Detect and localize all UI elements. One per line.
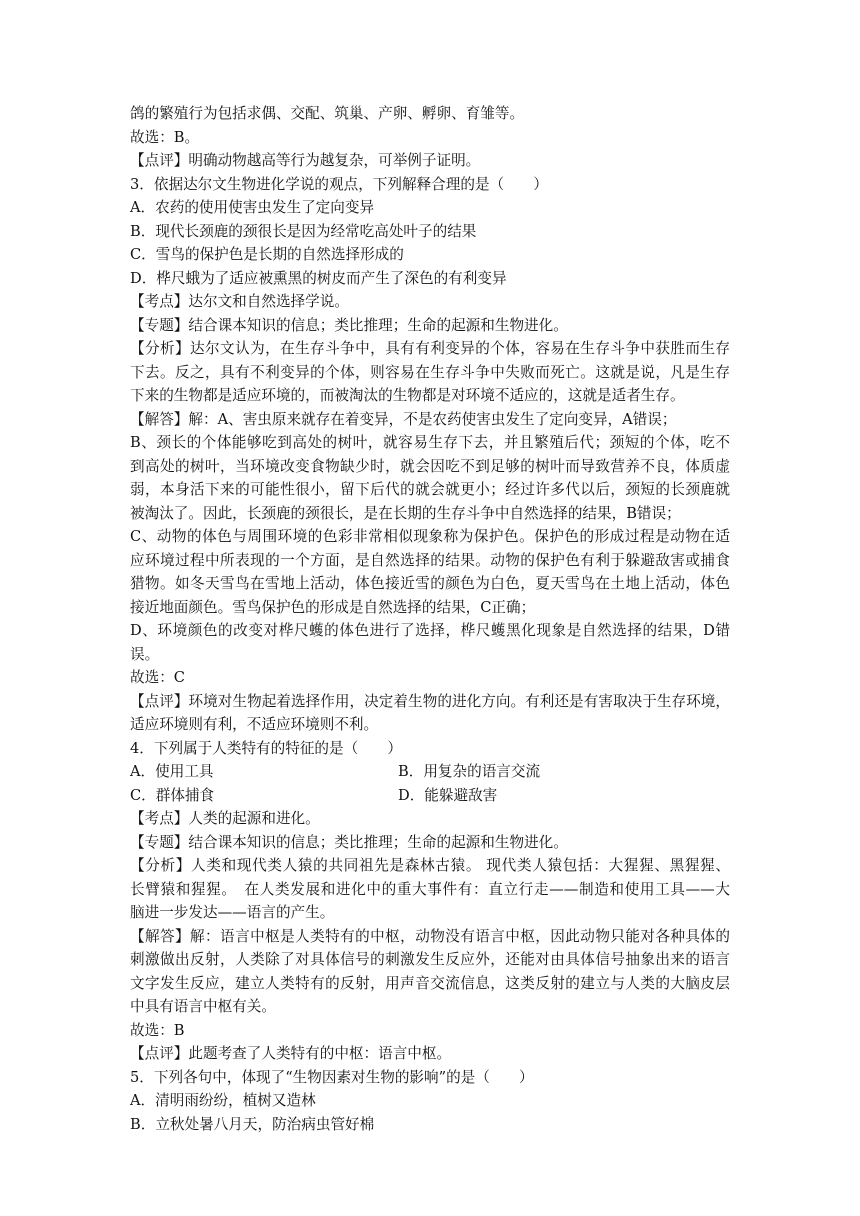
text-line: 长臂猿和猩猩。 在人类发展和进化中的重大事件有：直立行走——制造和使用工具——大: [130, 880, 730, 898]
option-row: [130, 784, 730, 808]
text-line: 被淘汰了。因此，长颈鹿的颈很长，是在长期的生存斗争中自然选择的结果，B错误；: [130, 504, 681, 522]
text-line: 文字发生反应，建立人类特有的反射，用声音交流信息，这类反射的建立与人类的大脑皮层: [130, 974, 730, 992]
text-line: 3．依据达尔文生物进化学说的观点，下列解释合理的是（ ）: [130, 175, 548, 193]
option-text: A．使用工具: [130, 763, 214, 780]
text-line: 鸽的繁殖行为包括求偶、交配、筑巢、产卵、孵卵、育雏等。: [130, 105, 525, 122]
text-line: 故选：B。: [130, 128, 200, 146]
text-line: 【解答】解：语言中枢是人类特有的中枢，动物没有语言中枢，因此动物只能对各种具体的: [130, 927, 730, 945]
text-line: A．农药的使用使害虫发生了定向变异: [130, 199, 375, 216]
text-line: 【点评】此题考查了人类特有的中枢：语言中枢。: [130, 1045, 452, 1062]
text-line: 【分析】人类和现代类人猿的共同祖先是森林古猿。 现代类人猿包括：大猩猩、黑猩猩、: [130, 857, 730, 874]
text-line: 【专题】结合课本知识的信息；类比推理；生命的起源和生物进化。: [130, 316, 568, 334]
option-row: [130, 760, 730, 784]
text-line: 4．下列属于人类特有的特征的是（ ）: [130, 739, 402, 757]
text-line: C．雪鸟的保护色是长期的自然选择形成的: [130, 246, 404, 263]
option-text: D．能躲避敌害: [398, 786, 498, 804]
text-line: 【点评】环境对生物起着选择作用，决定着生物的进化方向。有利还是有害取决于生存环境，: [130, 692, 730, 710]
text-line: D、环境颜色的改变对桦尺蠖的体色进行了选择，桦尺蠖黑化现象是自然选择的结果，D错: [130, 622, 730, 639]
text-line: 【分析】达尔文认为，在生存斗争中，具有有利变异的个体，容易在生存斗争中获胜而生存: [130, 340, 730, 357]
text-line: 弱，本身活下来的可能性很小，留下后代的就会就更小；经过许多代以后，颈短的长颈鹿就: [130, 481, 730, 498]
text-line: A．清明雨纷纷，植树又造林: [130, 1092, 316, 1109]
text-line: 中具有语言中枢有关。: [130, 998, 276, 1015]
text-line: B．现代长颈鹿的颈很长是因为经常吃高处叶子的结果: [130, 222, 477, 240]
text-line: 【解答】解：A、害虫原来就存在着变异，不是农药使害虫发生了定向变异，A错误；: [130, 410, 677, 428]
text-line: 误。: [130, 645, 160, 663]
text-line: 【专题】结合课本知识的信息；类比推理；生命的起源和生物进化。: [130, 833, 568, 851]
text-line: D．桦尺蛾为了适应被熏黑的树皮而产生了深色的有利变异: [130, 269, 507, 287]
text-line: 接近地面颜色。雪鸟保护色的形成是自然选择的结果，C正确；: [130, 598, 536, 616]
text-line: 下来的生物都是适应环境的，而被淘汰的生物都是对环境不适应的，这就是适者生存。: [130, 387, 685, 404]
text-line: 故选：B: [130, 1021, 185, 1039]
text-line: B、颈长的个体能够吃到高处的树叶，就容易生存下去，并且繁殖后代；颈短的个体，吃不: [130, 434, 730, 451]
text-line: 适应环境则有利，不适应环境则不利。: [130, 716, 379, 733]
text-line: 【考点】人类的起源和进化。: [130, 810, 320, 827]
text-line: 【考点】达尔文和自然选择学说。: [130, 293, 349, 310]
text-line: 5．下列各句中，体现了“生物因素对生物的影响”的是（ ）: [130, 1068, 534, 1086]
option-text: C．群体捕食: [130, 786, 215, 804]
text-line: 到高处的树叶，当环境改变食物缺少时，就会因吃不到足够的树叶而导致营养不良，体质虚: [130, 457, 730, 475]
text-line: 猎物。如冬天雪鸟在雪地上活动，体色接近雪的颜色为白色，夏天雪鸟在土地上活动，体色: [130, 575, 730, 592]
text-line: 下去。反之，具有不利变异的个体，则容易在生存斗争中失败而死亡。这就是说，凡是生存: [130, 363, 730, 381]
text-line: 【点评】明确动物越高等行为越复杂，可举例子证明。: [130, 152, 481, 169]
document-page: [130, 102, 730, 1136]
text-line: 故选：C: [130, 669, 185, 686]
option-text: B．用复杂的语言交流: [398, 763, 541, 780]
text-line: C、动物的体色与周围环境的色彩非常相似现象称为保护色。保护色的形成过程是动物在适: [130, 528, 730, 545]
text-line: 脑进一步发达——语言的产生。: [130, 904, 335, 921]
text-line: 刺激做出反射，人类除了对具体信号的刺激发生反应外，还能对由具体信号抽象出来的语言: [130, 951, 730, 968]
text-line: B．立秋处暑八月天，防治病虫管好棉: [130, 1115, 375, 1133]
text-line: 应环境过程中所表现的一个方面，是自然选择的结果。动物的保护色有利于躲避敌害或捕食: [130, 551, 730, 569]
